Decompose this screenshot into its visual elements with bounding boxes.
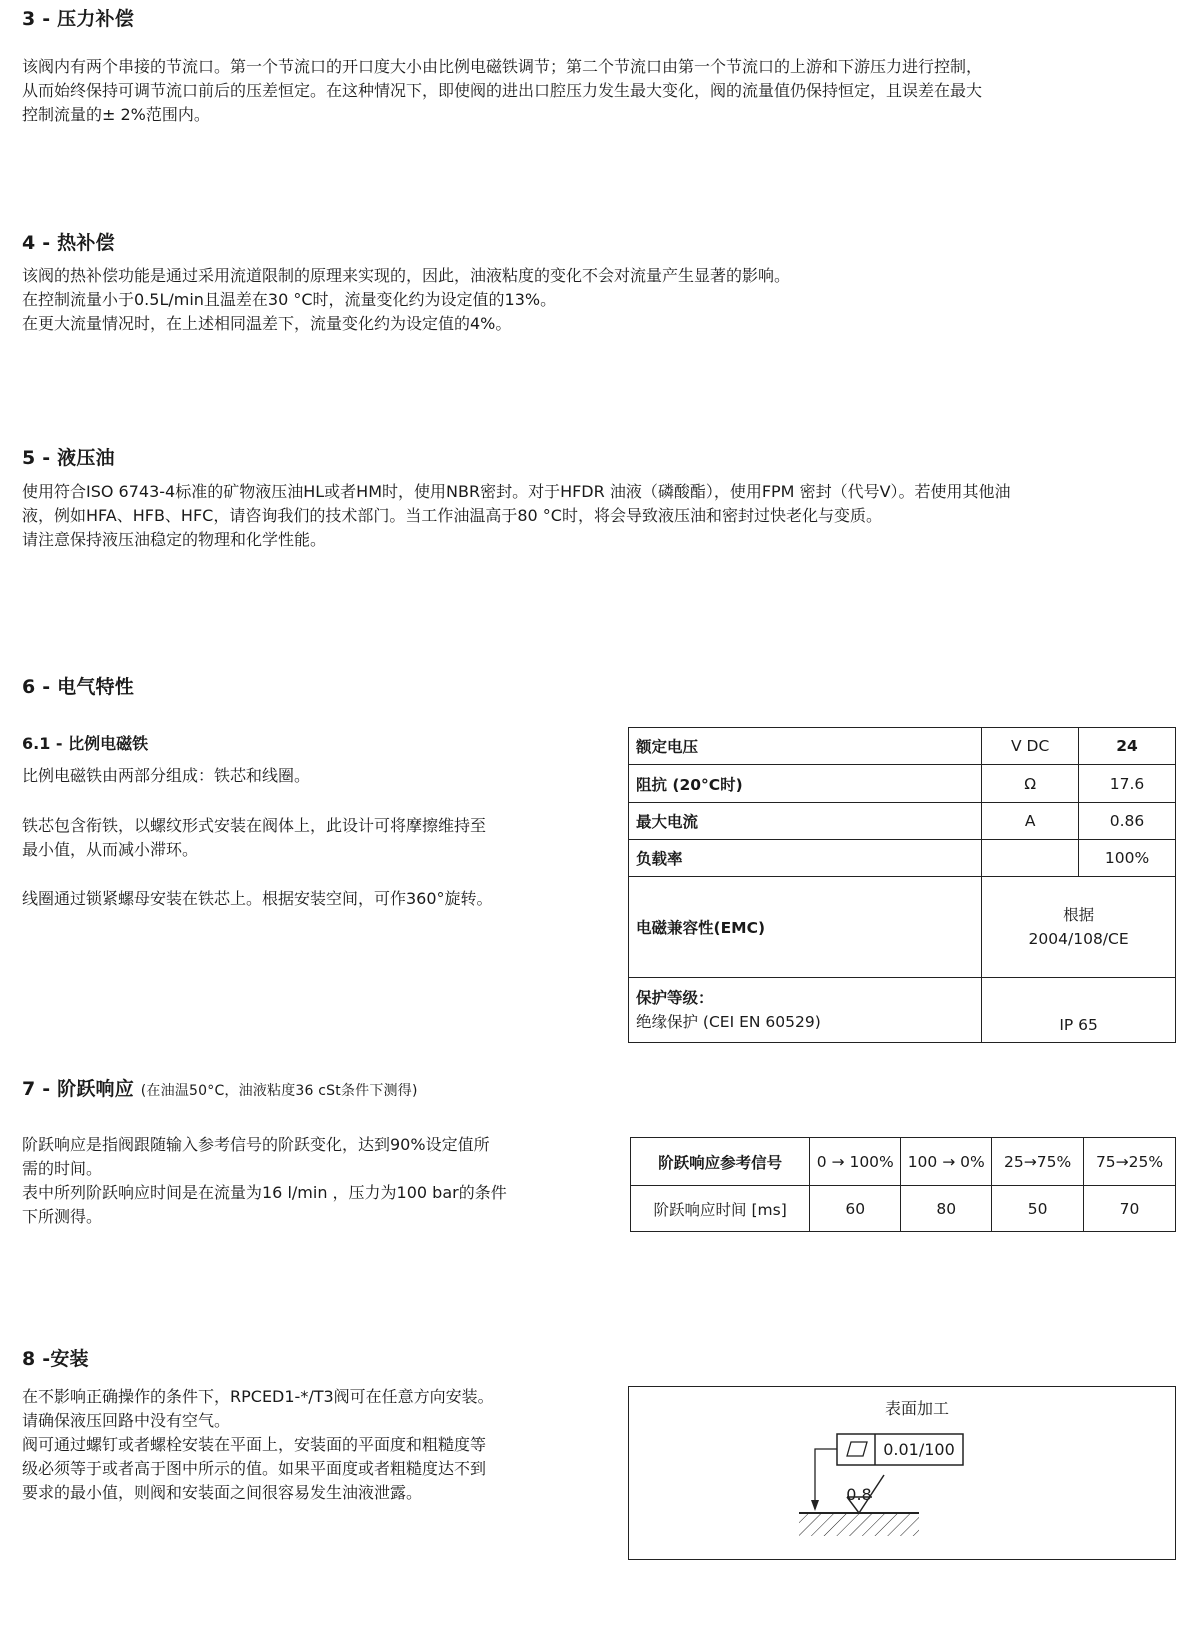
surface-finish-diagram [628,1386,1176,1560]
surface-finish-drawing [629,1387,1174,1558]
resistance-unit: Ω [982,765,1079,803]
duty-cycle-unit [982,840,1079,877]
flatness-frame [837,1434,963,1465]
section-6-1-p1 [22,764,310,788]
surface-hatching [799,1514,919,1536]
section-6-title: 6 - 电气特性 [22,676,134,698]
step-value: 60 [810,1186,901,1232]
section-5-body [22,480,1011,552]
rated-voltage-value: 24 [1079,728,1176,765]
text-line: 下所测得。 [22,1207,103,1226]
section-8-title: 8 -安装 [22,1348,89,1370]
text-line: 阀可通过螺钉或者螺栓安装在平面上，安装面的平面度和粗糙度等 [22,1435,487,1454]
text-line: 使用符合ISO 6743-4标准的矿物液压油HL或者HM时，使用NBR密封。对于HFDR 油液（磷酸酯），使用FPM 密封（代号V）。若使用其他油 [22,482,1011,501]
text-line: 在更大流量情况时，在上述相同温差下，流量变化约为设定值的4%。 [22,314,512,333]
table-row [629,877,1176,978]
step-row-label: 阶跃响应时间 [ms] [631,1186,810,1232]
text-line: 比例电磁铁由两部分组成：铁芯和线圈。 [22,766,311,785]
text-line: 从而始终保持可调节流口前后的压差恒定。在这种情况下，即使阀的进出口腔压力发生最大变化，阀的流量值仍保持恒定，且误差在最大 [22,81,983,100]
text-line: 最小值，从而减小滞环。 [22,840,199,859]
step-response-table [630,1137,1176,1232]
text-line: 该阀内有两个串接的节流口。第一个节流口的开口度大小由比例电磁铁调节；第二个节流口由第一个节流口的上游和下游压力进行控制， [22,57,983,76]
text-line: 要求的最小值，则阀和安装面之间很容易发生油液泄露。 [22,1483,423,1502]
text-line: 控制流量的± 2%范围内。 [22,105,210,124]
step-column-header: 0 → 100% [810,1138,901,1186]
protection-label [629,978,982,1043]
table-row [629,728,1176,765]
leader-arrow-icon [811,1500,819,1511]
resistance-label: 阻抗 (20°C时) [629,765,982,803]
text-line: 铁芯包含衔铁，以螺纹形式安装在阀体上，此设计可将摩擦维持至 [22,816,487,835]
duty-cycle-value: 100% [1079,840,1176,877]
roughness-value: 0.8 [846,1485,872,1504]
text-line: 该阀的热补偿功能是通过采用流道限制的原理来实现的，因此，油液粘度的变化不会对流量产生显著的影响。 [22,266,791,285]
emc-value [982,877,1176,978]
section-3-title: 3 - 压力补偿 [22,8,134,30]
section-6-1-p2 [22,814,486,862]
solenoid-spec-table [628,727,1176,1043]
section-4-title: 4 - 热补偿 [22,232,115,254]
section-7-body [22,1133,507,1229]
section-3-body [22,55,982,127]
table-row [629,840,1176,877]
text-line: 需的时间。 [22,1159,103,1178]
step-column-header: 100 → 0% [901,1138,992,1186]
text-line: 级必须等于或者高于图中所示的值。如果平面度或者粗糙度达不到 [22,1459,487,1478]
section-8-body [22,1385,494,1505]
step-value: 50 [992,1186,1084,1232]
flatness-value: 0.01/100 [883,1440,955,1459]
step-column-header: 25→75% [992,1138,1084,1186]
emc-value-line: 2004/108/CE [1028,930,1129,948]
protection-label-line: 绝缘保护 (CEI EN 60529) [636,1013,821,1031]
flatness-icon [847,1442,867,1456]
text-line: 在不影响正确操作的条件下，RPCED1-*/T3阀可在任意方向安装。 [22,1387,494,1406]
duty-cycle-label: 负载率 [629,840,982,877]
section-7-title-text: 7 - 阶跃响应 [22,1078,134,1100]
section-5-title: 5 - 液压油 [22,447,115,469]
table-row [631,1186,1176,1232]
max-current-value: 0.86 [1079,803,1176,840]
max-current-unit: A [982,803,1079,840]
protection-value: IP 65 [982,978,1176,1043]
section-6-1-title: 6.1 - 比例电磁铁 [22,734,149,753]
table-row [629,978,1176,1043]
text-line: 请确保液压回路中没有空气。 [22,1411,231,1430]
text-line: 阶跃响应是指阀跟随输入参考信号的阶跃变化，达到90%设定值所 [22,1135,490,1154]
resistance-value: 17.6 [1079,765,1176,803]
table-row [629,803,1176,840]
table-row [631,1138,1176,1186]
step-column-header: 75→25% [1084,1138,1176,1186]
rated-voltage-unit: V DC [982,728,1079,765]
section-6-1-p3 [22,887,493,911]
max-current-label: 最大电流 [629,803,982,840]
step-value: 70 [1084,1186,1176,1232]
emc-label: 电磁兼容性(EMC) [629,877,982,978]
step-value: 80 [901,1186,992,1232]
protection-label-line: 保护等级： [636,989,714,1007]
section-7-title [22,1074,418,1101]
diagram-title: 表面加工 [884,1399,950,1418]
emc-value-line: 根据 [1063,906,1095,924]
text-line: 请注意保持液压油稳定的物理和化学性能。 [22,530,327,549]
section-7-note: (在油温50°C，油液粘度36 cSt条件下测得) [140,1083,418,1099]
text-line: 线圈通过锁紧螺母安装在铁芯上。根据安装空间，可作360°旋转。 [22,889,493,908]
text-line: 液，例如HFA、HFB、HFC，请咨询我们的技术部门。当工作油温高于80 °C时，将会导致液压油和密封过快老化与变质。 [22,506,882,525]
text-line: 在控制流量小于0.5L/min且温差在30 °C时，流量变化约为设定值的13%。 [22,290,557,309]
section-4-body [22,264,790,336]
roughness-symbol [846,1475,884,1513]
step-header-label: 阶跃响应参考信号 [631,1138,810,1186]
text-line: 表中所列阶跃响应时间是在流量为16 l/min ，压力为100 bar的条件 [22,1183,507,1202]
table-row [629,765,1176,803]
rated-voltage-label: 额定电压 [629,728,982,765]
